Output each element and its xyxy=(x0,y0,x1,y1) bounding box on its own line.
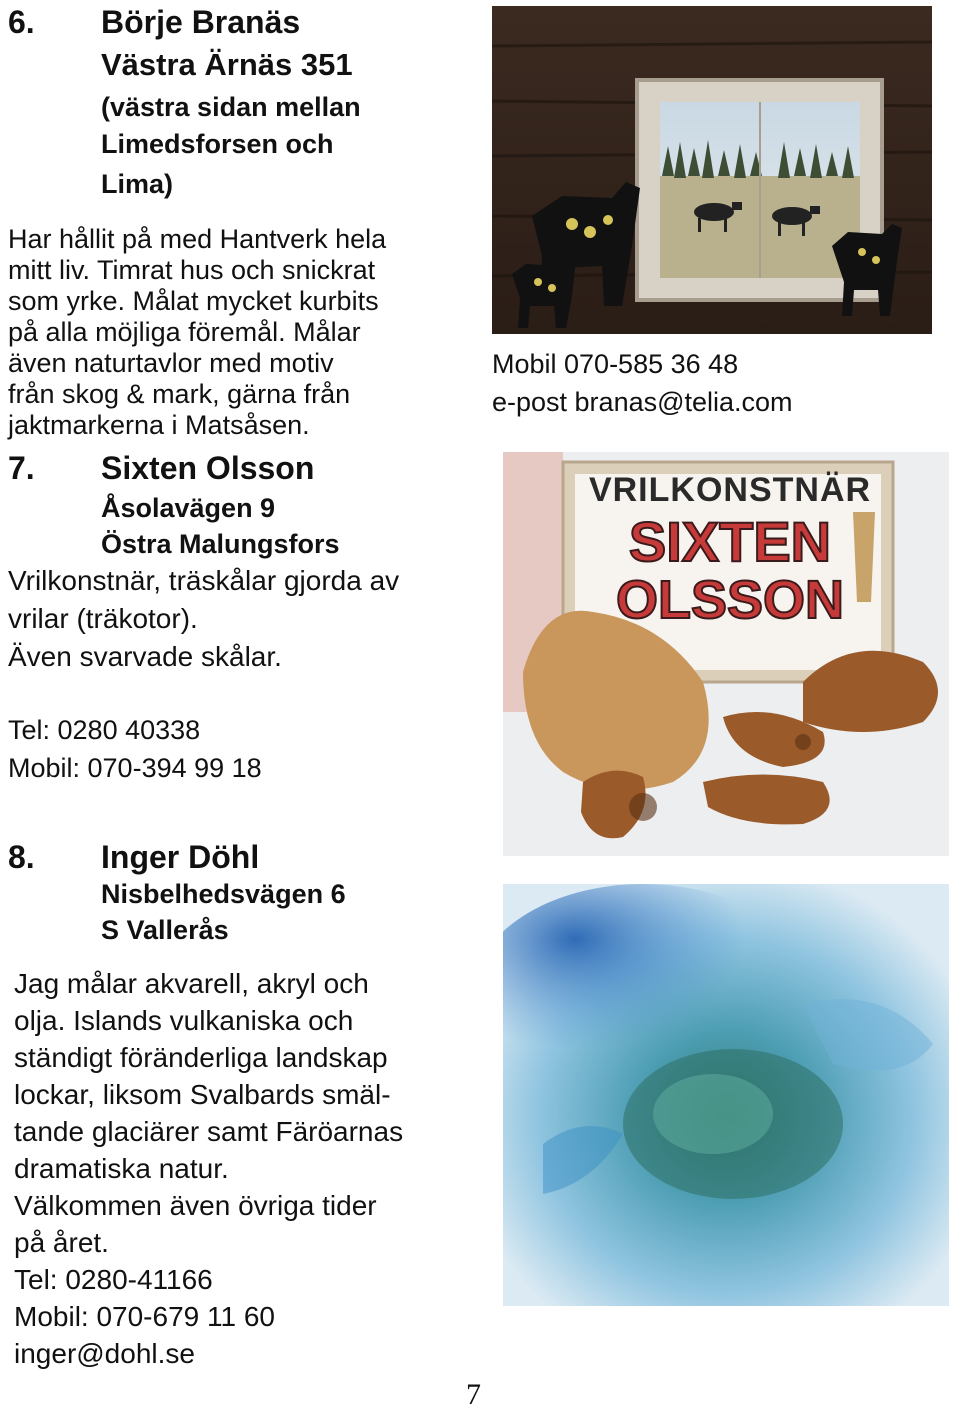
description-line: Jag målar akvarell, akryl och xyxy=(14,968,369,999)
entry-6-description xyxy=(8,224,458,441)
phone-number: Tel: 0280 40338 xyxy=(8,715,201,745)
description-line: mitt liv. Timrat hus och snickrat xyxy=(8,255,376,286)
address-line: S Vallerås xyxy=(101,915,229,946)
description-line: Välkommen även övriga tider xyxy=(14,1189,377,1221)
entry-6-number: 6. xyxy=(8,4,35,40)
description-line: dramatiska natur. xyxy=(14,1152,229,1184)
description-line: Har hållit på med Hantverk hela xyxy=(8,224,387,254)
description-line: på året. xyxy=(14,1226,109,1258)
description-line: ständigt föränderliga landskap xyxy=(14,1041,388,1073)
description-line: jaktmarkerna i Matsåsen. xyxy=(8,410,310,441)
description-line: även naturtavlor med motiv xyxy=(8,348,334,379)
entry-8-name: Inger Döhl xyxy=(101,839,260,875)
photo-watercolour xyxy=(503,884,949,1306)
description-line: lockar, liksom Svalbards smäl- xyxy=(14,1078,391,1110)
photo-burl-bowls xyxy=(503,452,949,856)
description-line: som yrke. Målat mycket kurbits xyxy=(8,286,379,317)
sign-line: VRILKONSTNÄR xyxy=(588,471,872,509)
phone-number: Tel: 0280-41166 xyxy=(14,1263,213,1295)
entry-8-description xyxy=(14,966,484,1372)
entry-8-number: 8. xyxy=(8,839,35,875)
entry-7-description xyxy=(8,562,478,675)
page-number: 7 xyxy=(466,1378,481,1411)
entry-6-name: Börje Branäs xyxy=(101,4,301,40)
entry-8-address xyxy=(101,876,346,949)
mobile-number: Mobil: 070-679 11 60 xyxy=(14,1300,275,1332)
sign-line: SIXTEN xyxy=(628,510,832,574)
photo-moose-painting xyxy=(492,6,932,334)
description-line: från skog & mark, gärna från xyxy=(8,379,351,410)
sign-text xyxy=(585,472,875,629)
entry-7-contact xyxy=(8,712,262,788)
mobile-number: Mobil 070-585 36 48 xyxy=(492,349,739,379)
description-line: olja. Islands vulkaniska och xyxy=(14,1004,354,1036)
address-line: Nisbelhedsvägen 6 xyxy=(101,879,346,909)
address-line: (västra sidan mellan xyxy=(101,92,361,123)
address-line: Åsolavägen 9 xyxy=(101,493,276,523)
entry-6-address xyxy=(101,46,361,203)
entry-7-name: Sixten Olsson xyxy=(101,450,315,486)
entry-7-number: 7. xyxy=(8,450,35,486)
description-line: Vrilkonstnär, träskålar gjorda av xyxy=(8,565,400,596)
email-address: inger@dohl.se xyxy=(14,1337,195,1369)
entry-7-address xyxy=(101,490,340,563)
description-line: Även svarvade skålar. xyxy=(8,640,282,672)
description-line: tande glaciärer samt Färöarnas xyxy=(14,1115,404,1147)
address-line: Östra Malungsfors xyxy=(101,529,340,560)
email-address: e-post branas@telia.com xyxy=(492,386,793,417)
mobile-number: Mobil: 070-394 99 18 xyxy=(8,752,262,783)
sign-line: OLSSON xyxy=(615,570,845,631)
entry-6-contact xyxy=(492,346,793,422)
description-line: vrilar (träkotor). xyxy=(8,602,198,634)
address-line: Limedsforsen och xyxy=(101,128,334,159)
description-line: på alla möjliga föremål. Målar xyxy=(8,317,361,348)
address-line: Västra Ärnäs 351 xyxy=(101,47,353,82)
address-line: Lima) xyxy=(101,169,174,200)
